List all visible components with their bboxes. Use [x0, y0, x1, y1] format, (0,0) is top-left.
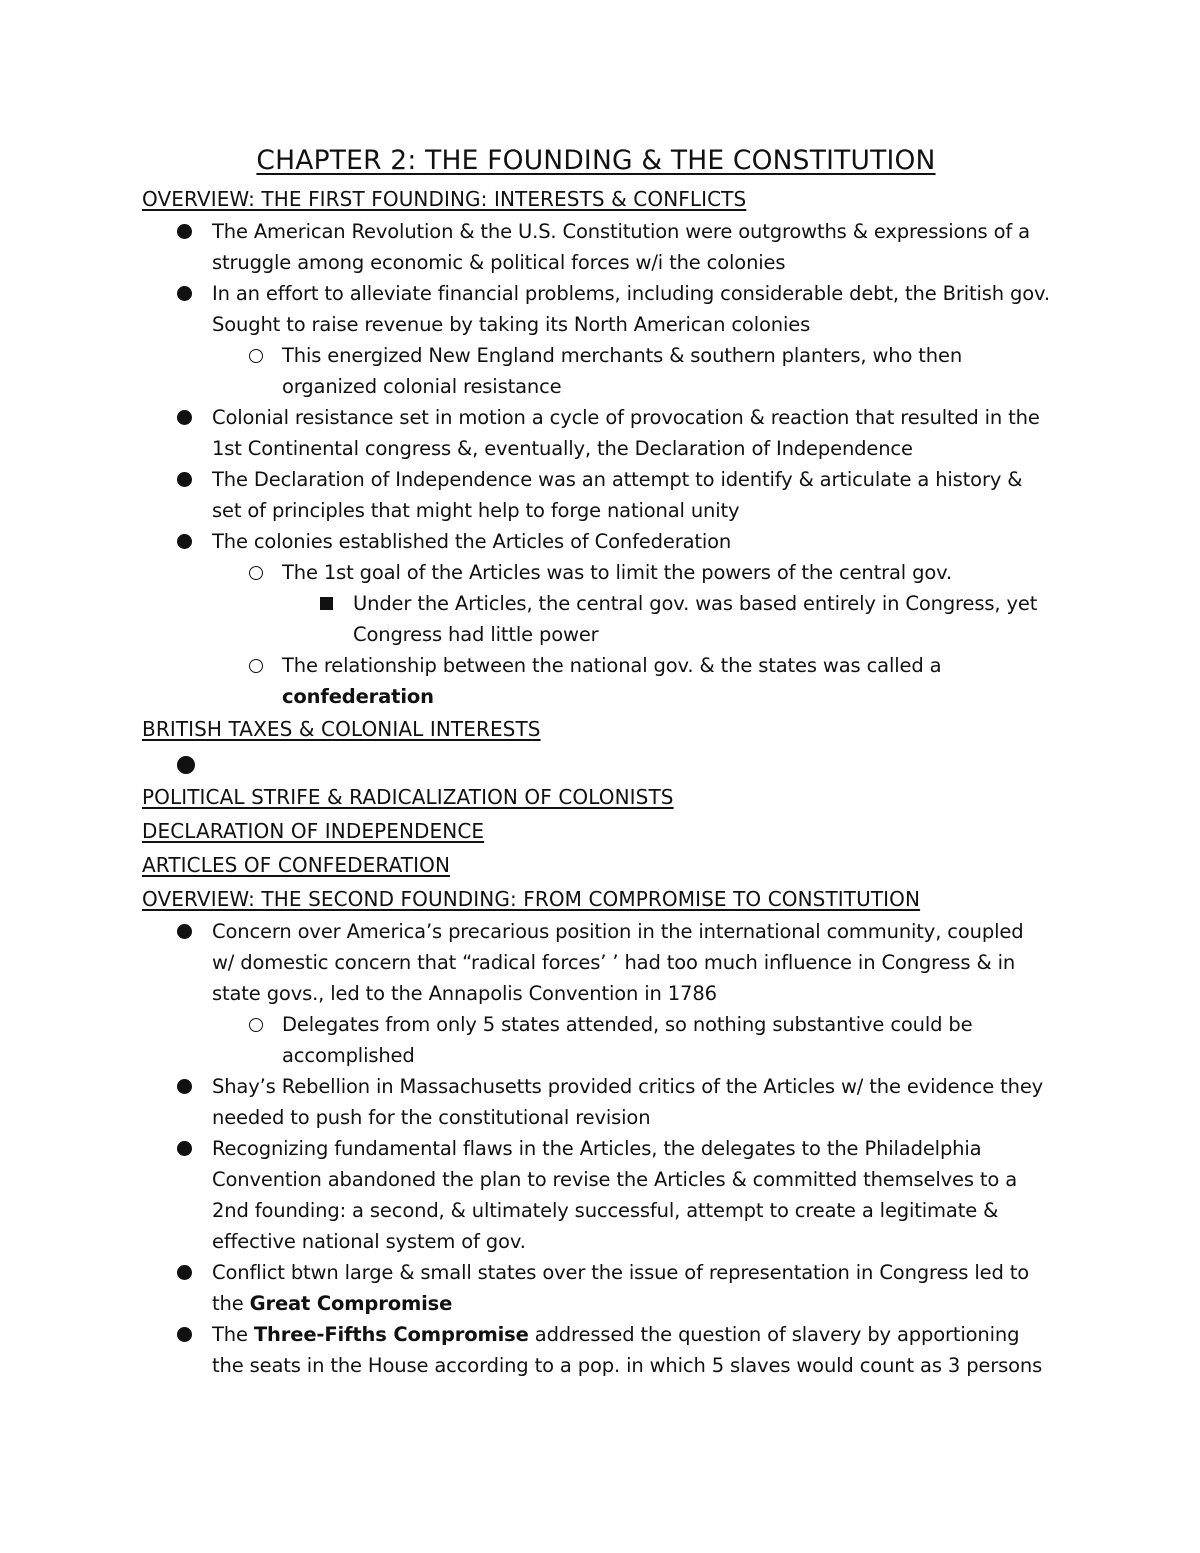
bullet-disc-icon — [177, 1265, 192, 1280]
bullet-disc-icon — [177, 534, 192, 549]
section-heading-political-strife: POLITICAL STRIFE & RADICALIZATION OF COLONISTS — [142, 785, 674, 809]
bullet-square-icon — [320, 597, 333, 610]
list-item-empty — [142, 746, 1050, 780]
list-item-text: Recognizing fundamental flaws in the Articles, the delegates to the Philadelphia Convention abandoned the plan to revise the Articles & committed themselves to a 2nd founding: a second, & ultimately successful, attempt to create a legitimate & effective national system of gov. — [212, 1137, 1018, 1253]
bullet-circle-icon — [249, 659, 263, 673]
list-item — [142, 1133, 1050, 1257]
list-item-text: The Declaration of Independence was an attempt to identify & articulate a history & set of principles that might help to forge national unity — [212, 468, 1023, 522]
bullet-disc-icon — [177, 1141, 192, 1156]
list-item-text: In an effort to alleviate financial problems, including considerable debt, the British gov. Sought to raise revenue by taking its North American colonies — [212, 282, 1050, 336]
list-item-text: The American Revolution & the U.S. Constitution were outgrowths & expressions of a struggle among economic & political forces w/i the colonies — [212, 220, 1030, 274]
section-heading-british-taxes: BRITISH TAXES & COLONIAL INTERESTS — [142, 717, 541, 741]
list-item-text: The — [212, 1323, 248, 1346]
list-item — [142, 278, 1050, 340]
bullet-disc-icon — [177, 924, 192, 939]
list-item-text: Under the Articles, the central gov. was based entirely in Congress, yet Congress had little power — [353, 592, 1038, 646]
list-item — [142, 402, 1050, 464]
bullet-disc-icon — [177, 286, 192, 301]
section-heading-second-founding: OVERVIEW: THE SECOND FOUNDING: FROM COMPROMISE TO CONSTITUTION — [142, 887, 921, 911]
bullet-circle-icon — [249, 566, 263, 580]
bullet-circle-icon — [249, 1018, 263, 1032]
section-heading-declaration: DECLARATION OF INDEPENDENCE — [142, 819, 485, 843]
list-item — [142, 464, 1050, 526]
list-item — [142, 1071, 1050, 1133]
list-item-text: Delegates from only 5 states attended, so nothing substantive could be accomplished — [282, 1013, 973, 1067]
list-item-text: Concern over America’s precarious position in the international community, coupled w/ domestic concern that “radical forces’ ’ had too much influence in Congress & in state govs., led to the Annapolis Convention in 1786 — [212, 920, 1024, 1005]
list-item-text: The colonies established the Articles of Confederation — [212, 530, 732, 553]
bullet-disc-icon — [177, 410, 192, 425]
list-item-text: addressed the question of slavery by apportioning the seats in the House according to a pop. in which 5 slaves would count as 3 persons — [212, 1323, 1043, 1377]
section-heading-first-founding: OVERVIEW: THE FIRST FOUNDING: INTERESTS & CONFLICTS — [142, 187, 747, 211]
british-taxes-list — [142, 746, 1050, 780]
list-item — [142, 1257, 1050, 1319]
bullet-disc-icon — [177, 1327, 192, 1342]
second-founding-list — [142, 916, 1050, 1381]
list-item — [142, 1319, 1050, 1381]
list-item — [142, 588, 1050, 650]
list-item — [142, 557, 1050, 588]
list-item — [142, 1009, 1050, 1071]
list-item-text: The 1st goal of the Articles was to limit the powers of the central gov. — [282, 561, 953, 584]
bullet-disc-icon — [177, 224, 192, 239]
list-item-text: Conflict btwn large & small states over the issue of representation in Congress led to the — [212, 1261, 1030, 1315]
list-item — [142, 216, 1050, 278]
list-item-text: The relationship between the national gov. & the states was called a — [282, 654, 942, 677]
first-founding-list — [142, 216, 1050, 712]
bullet-disc-icon — [177, 756, 195, 774]
bullet-disc-icon — [177, 472, 192, 487]
list-item — [142, 340, 1050, 402]
page-title: CHAPTER 2: THE FOUNDING & THE CONSTITUTION — [256, 145, 936, 176]
list-item-text: Shay’s Rebellion in Massachusetts provided critics of the Articles w/ the evidence they needed to push for the constitutional revision — [212, 1075, 1044, 1129]
bold-term-three-fifths-compromise: Three-Fifths Compromise — [253, 1323, 529, 1346]
list-item-text: Colonial resistance set in motion a cycle of provocation & reaction that resulted in the 1st Continental congress &, eventually, the Declaration of Independence — [212, 406, 1040, 460]
list-item — [142, 916, 1050, 1009]
list-item — [142, 526, 1050, 557]
bold-term-great-compromise: Great Compromise — [249, 1292, 453, 1315]
bold-term-confederation: confederation — [282, 685, 434, 708]
bullet-disc-icon — [177, 1079, 192, 1094]
section-heading-articles: ARTICLES OF CONFEDERATION — [142, 853, 451, 877]
list-item-text: This energized New England merchants & southern planters, who then organized colonial resistance — [282, 344, 963, 398]
bullet-circle-icon — [249, 349, 263, 363]
list-item — [142, 650, 1050, 712]
